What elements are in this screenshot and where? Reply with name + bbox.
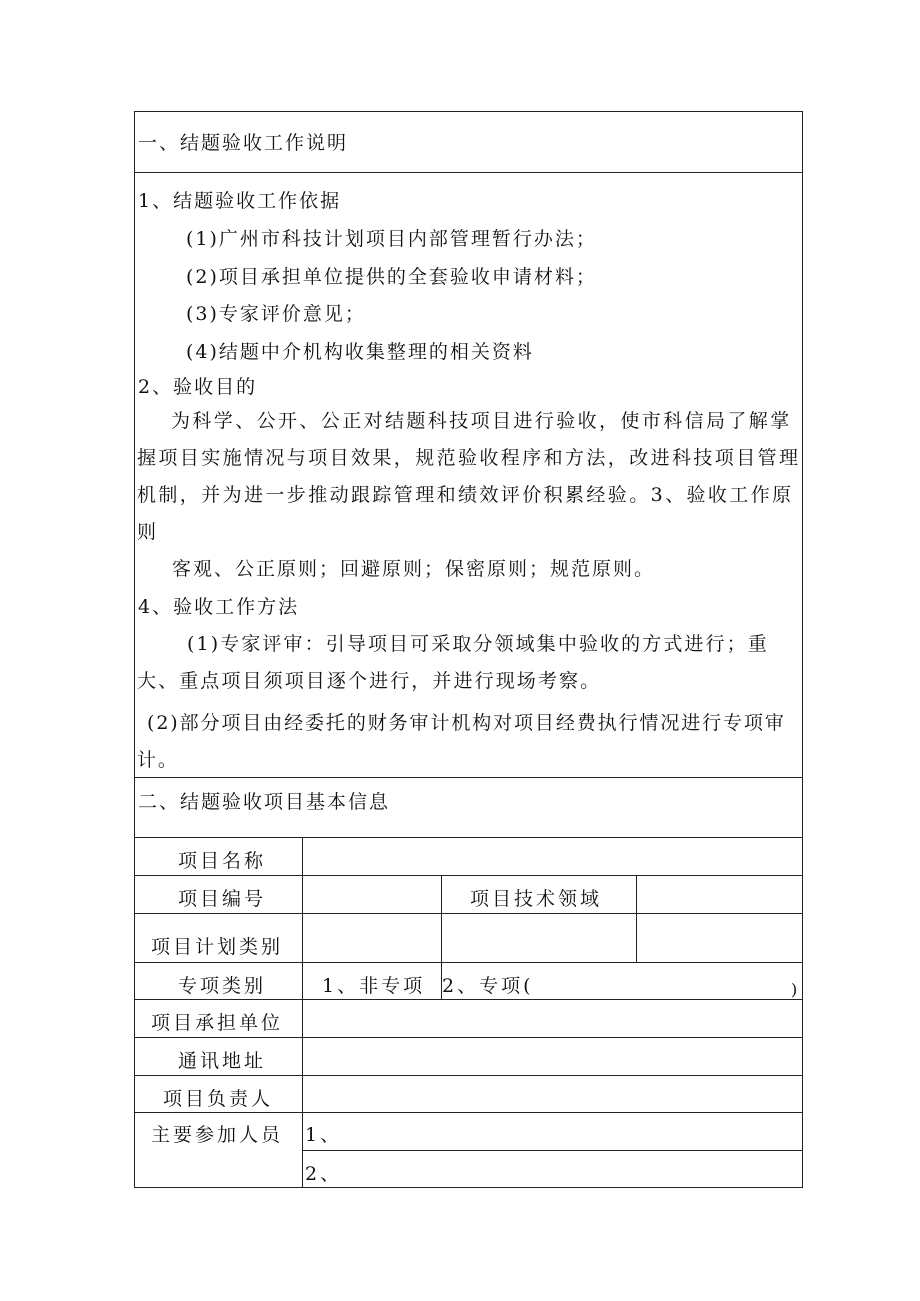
option-special-close: ) bbox=[791, 980, 801, 999]
rule bbox=[134, 837, 803, 838]
section2-heading: 二、结题验收项目基本信息 bbox=[138, 791, 391, 813]
principles-text: 客观、公正原则；回避原则；保密原则；规范原则。 bbox=[172, 558, 656, 580]
purpose-title: 2、验收目的 bbox=[138, 376, 258, 398]
basis-item-3: (3)专家评价意见； bbox=[186, 303, 366, 325]
basis-item-1: (1)广州市科技计划项目内部管理暂行办法； bbox=[186, 228, 597, 250]
participant-1: 1、 bbox=[305, 1124, 343, 1146]
rule bbox=[302, 1150, 803, 1151]
plan-category-label: 项目计划类别 bbox=[151, 936, 284, 958]
option-special: 2、专项( bbox=[442, 975, 534, 997]
rule bbox=[134, 999, 803, 1000]
rule bbox=[134, 962, 803, 963]
rule bbox=[134, 172, 803, 173]
method-2-text: (2)部分项目由经委托的财务审计机构对项目经费执行情况进行专项审计。 bbox=[137, 712, 786, 771]
project-leader-label: 项目负责人 bbox=[163, 1088, 274, 1110]
method-title: 4、验收工作方法 bbox=[138, 596, 300, 618]
method-1-text: (1)专家评审：引导项目可采取分领域集中验收的方式进行；重大、重点项目须项目逐个进行，并进行现场考察。 bbox=[137, 633, 769, 692]
section1-heading: 一、结题验收工作说明 bbox=[138, 132, 349, 154]
basis-item-4: (4)结题中介机构收集整理的相关资料 bbox=[186, 341, 534, 363]
rule bbox=[134, 1112, 803, 1113]
special-category-label: 专项类别 bbox=[178, 975, 267, 997]
address-label: 通讯地址 bbox=[178, 1050, 267, 1072]
rule bbox=[636, 875, 637, 962]
rule bbox=[134, 913, 803, 914]
rule bbox=[302, 837, 303, 1188]
participant-2: 2、 bbox=[305, 1163, 343, 1185]
rule bbox=[134, 1037, 803, 1038]
basis-item-2: (2)项目承担单位提供的全套验收申请材料； bbox=[186, 266, 597, 288]
purpose-text: 为科学、公开、公正对结题科技项目进行验收，使市科信局了解掌握项目实施情况与项目效果，规范验收程序和方法，改进科技项目管理机制，并为进一步推动跟踪管理和绩效评价积累经验。3、验收工作原则 bbox=[137, 410, 801, 543]
main-participants-label: 主要参加人员 bbox=[151, 1124, 284, 1146]
project-name-label: 项目名称 bbox=[178, 850, 267, 872]
option-non-special: 1、非专项 bbox=[322, 975, 426, 997]
rule bbox=[134, 1075, 803, 1076]
undertaking-unit-label: 项目承担单位 bbox=[151, 1012, 284, 1034]
rule bbox=[134, 875, 803, 876]
project-number-label: 项目编号 bbox=[178, 888, 267, 910]
basis-title: 1、结题验收工作依据 bbox=[138, 190, 342, 212]
tech-field-label: 项目技术领域 bbox=[470, 888, 603, 910]
